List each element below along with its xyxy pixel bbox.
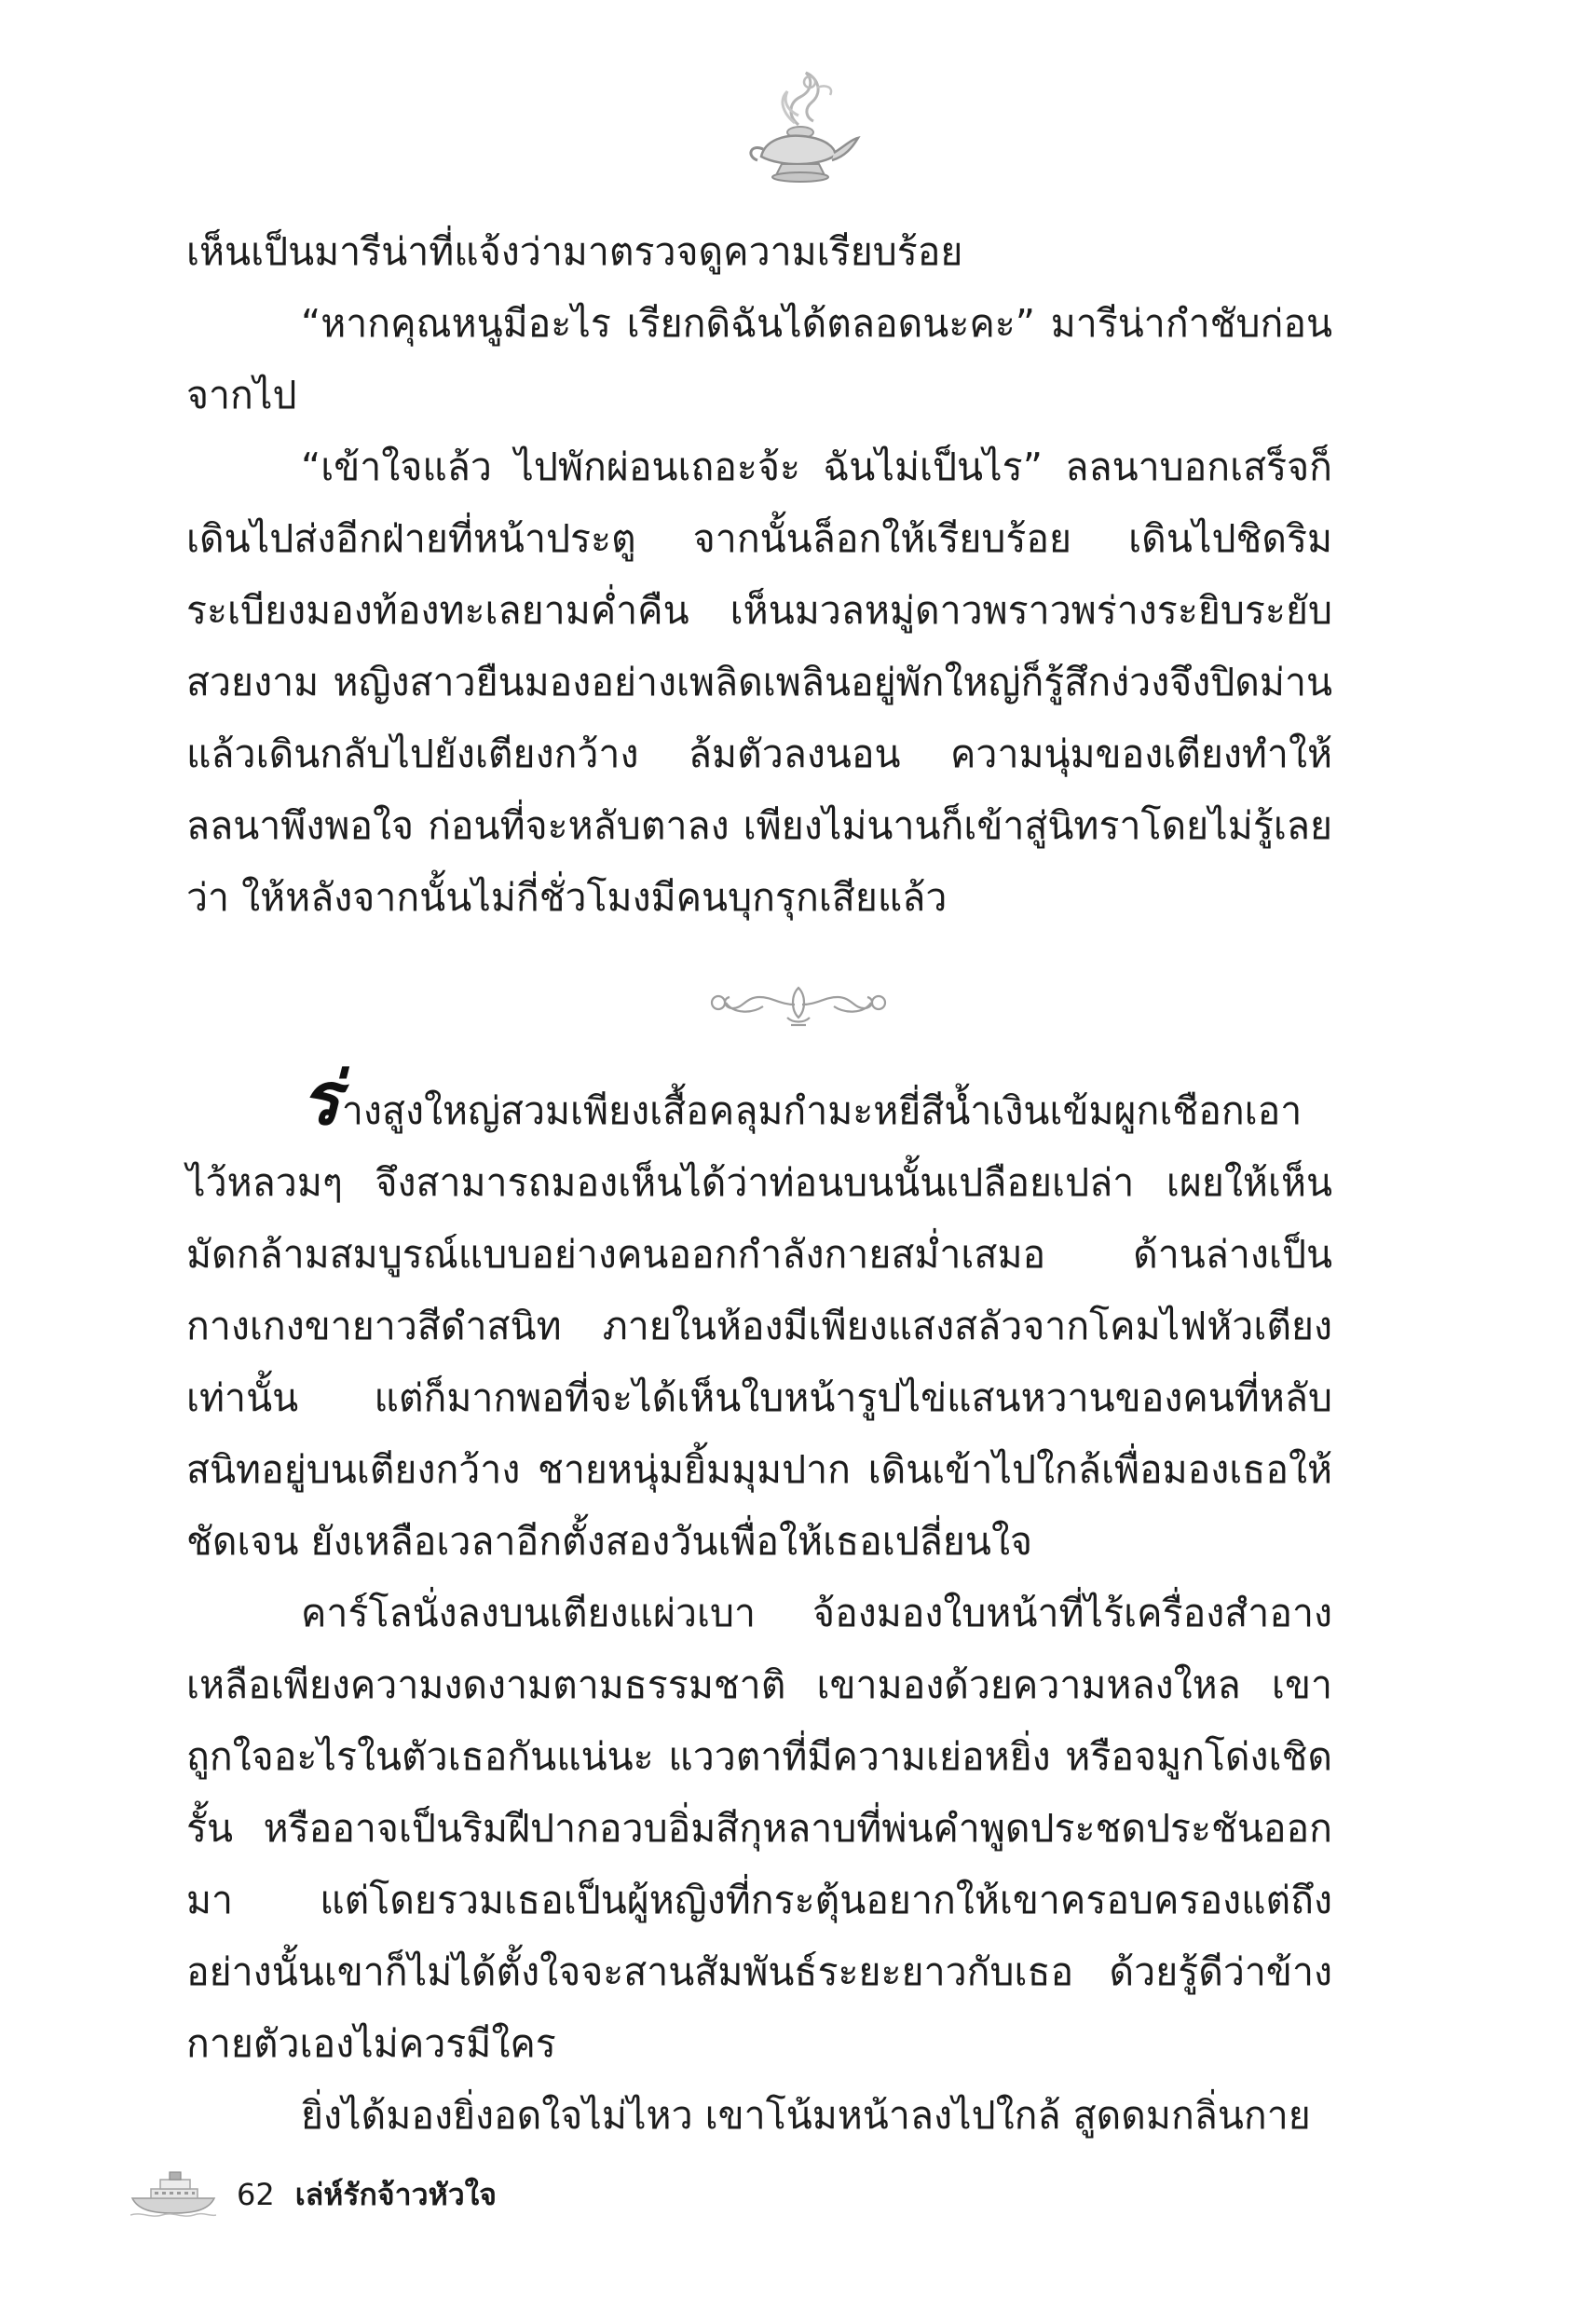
page-number: 62 [237,2177,275,2212]
paragraph: ยิ่งได้มองยิ่งอดใจไม่ไหว เขาโน้มหน้าลงไปใกล้ สูดดมกลิ่นกาย [301,2093,1311,2138]
section-2-text [186,1058,1332,2152]
book-title: เล่ห์รักจ้าวหัวใจ [294,2176,498,2212]
scroll-divider-icon [705,1019,892,1036]
paragraph [186,1058,1332,1578]
section-divider [0,977,1596,1042]
drop-cap: ร่ [301,1058,340,1142]
header-ornament [0,67,1596,207]
paragraph: คาร์โลนั่งลงบนเตียงแผ่วเบา จ้องมองใบหน้าที่ไร้เครื่องสำอางเหลือเพียงความงดงามตามธรรมชาติ เขามองด้วยความหลงใหล เขาถูกใจอะไรในตัวเธอกันแน่นะ แววตาที่มีความเย่อหยิ่ง หรือจมูกโด่งเชิดรั้น หรืออาจเป็นริมฝีปากอวบอิ่มสีกุหลาบที่พ่นคำพูดประชดประชันออกมา แต่โดยรวมเธอเป็นผู้หญิงที่กระตุ้นอยากให้เขาครอบครองแต่ถึงอย่างนั้นเขาก็ไม่ได้ตั้งใจจะสานสัมพันธ์ระยะยาวกับเธอ ด้วยรู้ดีว่าข้างกายตัวเองไม่ควรมีใคร [186,1591,1332,2066]
paragraph: เห็นเป็นมารีน่าที่แจ้งว่ามาตรวจดูความเรียบร้อย [186,229,963,274]
section-1-text [186,216,1332,934]
paragraph-text: างสูงใหญ่สวมเพียงเสื้อคลุมกำมะหยี่สีน้ำเงินเข้มผูกเชือกเอาไว้หลวมๆ จึงสามารถมองเห็นได้ว่าท่อนบนนั้นเปลือยเปล่า เผยให้เห็นมัดกล้ามสมบูรณ์แบบอย่างคนออกกำลังกายสม่ำเสมอ ด้านล่างเป็นกางเกงขายาวสีดำสนิท ภายในห้องมีเพียงแสงสลัวจากโคมไฟหัวเตียงเท่านั้น แต่ก็มากพอที่จะได้เห็นใบหน้ารูปไข่แสนหวานของคนที่หลับสนิทอยู่บนเตียงกว้าง ชายหนุ่มยิ้มมุมปาก เดินเข้าไปใกล้เพื่อมองเธอให้ชัดเจน ยังเหลือเวลาอีกตั้งสองวันเพื่อให้เธอเปลี่ยนใจ [186,1088,1332,1564]
ship-icon [130,2167,216,2222]
page-footer [130,2167,497,2222]
paragraph: “เข้าใจแล้ว ไปพักผ่อนเถอะจ้ะ ฉันไม่เป็นไร” ลลนาบอกเสร็จก็เดินไปส่งอีกฝ่ายที่หน้าประตู จากนั้นล็อกให้เรียบร้อย เดินไปชิดริมระเบียงมองท้องทะเลยามค่ำคืน เห็นมวลหมู่ดาวพราวพร่างระยิบระยับสวยงาม หญิงสาวยืนมองอย่างเพลิดเพลินอยู่พักใหญ่ก็รู้สึกง่วงจึงปิดม่านแล้วเดินกลับไปยังเตียงกว้าง ล้มตัวลงนอน ความนุ่มของเตียงทำให้ลลนาพึงพอใจ ก่อนที่จะหลับตาลง เพียงไม่นานก็เข้าสู่นิทราโดยไม่รู้เลยว่า ให้หลังจากนั้นไม่กี่ชั่วโมงมีคนบุกรุกเสียแล้ว [186,444,1332,920]
genie-lamp-icon [733,193,864,211]
paragraph: “หากคุณหนูมีอะไร เรียกดิฉันได้ตลอดนะคะ” มารีน่ากำชับก่อนจากไป [186,301,1332,417]
